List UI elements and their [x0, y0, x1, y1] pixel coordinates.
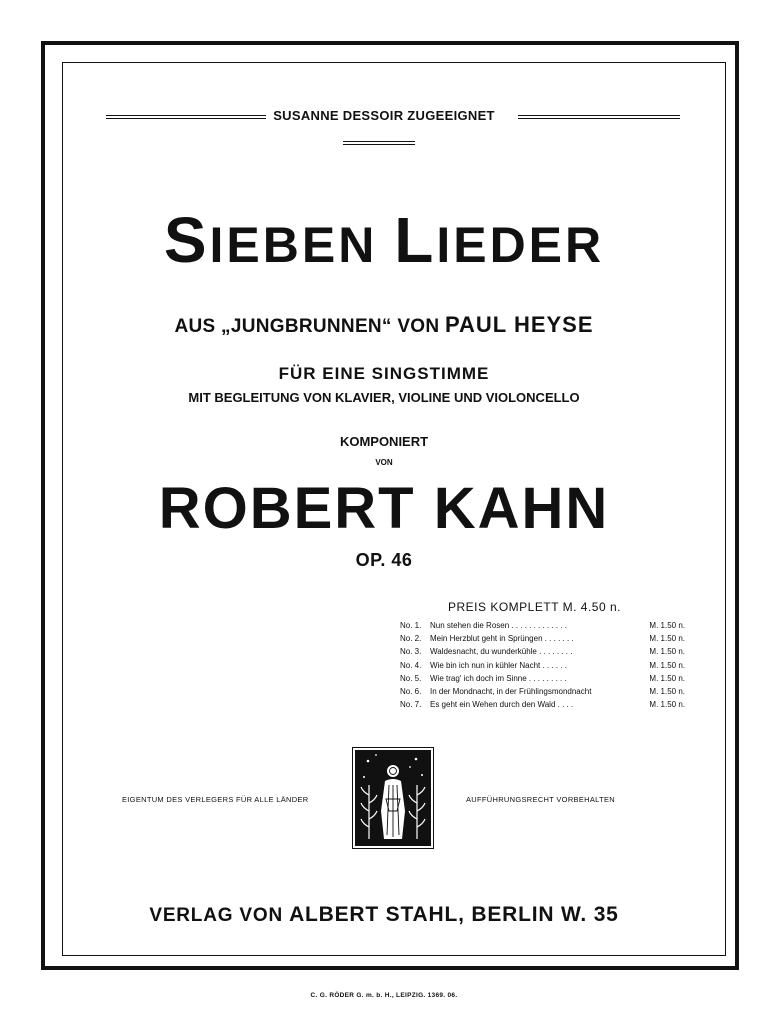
song-number: No. 3.	[400, 647, 422, 657]
song-title: Waldesnacht, du wunderkühle . . . . . . . .	[430, 647, 573, 657]
song-row	[400, 659, 685, 672]
song-price: M. 1.50 n.	[649, 687, 685, 697]
voice-line: FÜR EINE SINGSTIMME	[278, 364, 490, 383]
song-row	[400, 698, 685, 711]
song-title: Wie bin ich nun in kühler Nacht . . . . . .	[430, 660, 567, 670]
song-title: Wie trag' ich doch im Sinne . . . . . . . . .	[430, 673, 567, 683]
song-list	[400, 619, 685, 711]
song-row	[400, 619, 685, 632]
song-title: Mein Herzblut geht in Sprüngen . . . . . . .	[430, 634, 574, 644]
dedication-underline	[343, 141, 415, 145]
song-price: M. 1.50 n.	[649, 700, 685, 710]
song-number: No. 5.	[400, 673, 422, 683]
song-price: M. 1.50 n.	[649, 647, 685, 657]
song-number: No. 4.	[400, 660, 422, 670]
title-initial-l: L	[394, 204, 437, 276]
dedication: SUSANNE DESSOIR ZUGEEIGNET	[273, 108, 495, 123]
song-row	[400, 632, 685, 645]
publisher-emblem-icon	[352, 747, 434, 849]
von-label: VON	[375, 458, 393, 467]
composed-label: KOMPONIERT	[339, 434, 429, 449]
title-part-2: IEDER	[436, 217, 605, 273]
rights-left: EIGENTUM DES VERLEGERS FÜR ALLE LÄNDER	[122, 795, 309, 804]
publisher-name: ALBERT STAHL, BERLIN W. 35	[289, 903, 619, 926]
song-row	[400, 645, 685, 658]
accompaniment-line: MIT BEGLEITUNG VON KLAVIER, VIOLINE UND VIOLONCELLO	[188, 390, 580, 405]
price-complete: PREIS KOMPLETT M. 4.50 n.	[448, 600, 621, 614]
song-price: M. 1.50 n.	[649, 634, 685, 644]
song-title: In der Mondnacht, in der Frühlingsmondnacht	[430, 687, 592, 697]
publisher-prefix: VERLAG VON	[149, 905, 290, 926]
rights-right: AUFFÜHRUNGSRECHT VORBEHALTEN	[466, 795, 615, 804]
song-title: Nun stehen die Rosen . . . . . . . . . . . . .	[430, 621, 567, 630]
printer-imprint: C. G. RÖDER G. m. b. H., LEIPZIG. 1369. 06.	[310, 992, 458, 999]
song-title: Es geht ein Wehen durch den Wald . . . .	[430, 700, 574, 710]
song-row	[400, 685, 685, 698]
work-title	[0, 204, 768, 276]
song-price: M. 1.50 n.	[649, 673, 685, 683]
song-number: No. 2.	[400, 634, 422, 644]
song-row	[400, 672, 685, 685]
title-initial-s: S	[163, 204, 210, 276]
song-price: M. 1.50 n.	[649, 621, 685, 630]
publisher-line	[0, 903, 768, 927]
subtitle	[0, 312, 768, 338]
composer-name: ROBERT KAHN	[158, 476, 610, 541]
song-number: No. 7.	[400, 700, 422, 710]
poet-name: PAUL HEYSE	[444, 312, 594, 337]
song-number: No. 6.	[400, 687, 422, 697]
song-number: No. 1.	[400, 621, 422, 630]
title-part-1: IEBEN	[209, 217, 395, 273]
opus-number: OP. 46	[355, 550, 413, 570]
song-price: M. 1.50 n.	[649, 660, 685, 670]
subtitle-prefix: AUS „JUNGBRUNNEN“ VON	[174, 316, 445, 337]
